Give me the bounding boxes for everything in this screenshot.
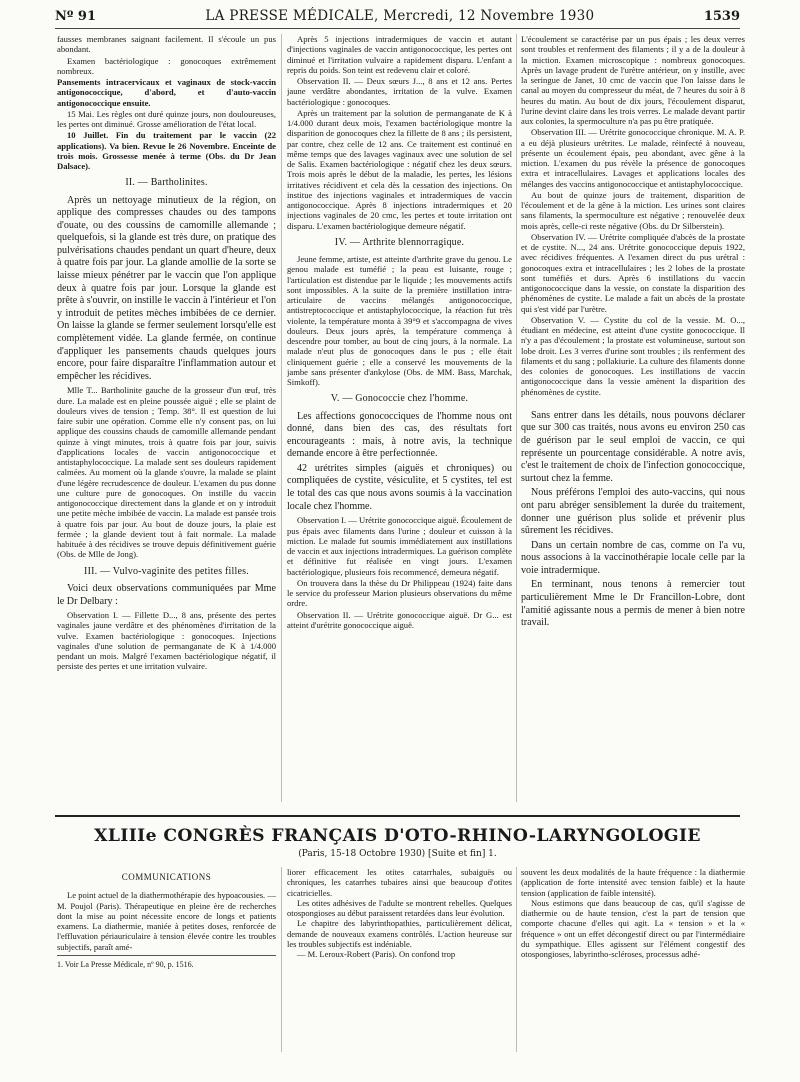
communications-column-1 [57, 872, 276, 952]
paragraph: Le point actuel de la diathermothérapie des hypoacousies. — M. Poujol (Paris). Thérapeutique en pleine ère de recherches dont la mise au point nécessite encore de longs et patients examens. La diathermie, maniée à petites doses, renforcée de l'effluvation périauriculaire à tension élevée contre les troubles subjectifs, paraît amé- [57, 890, 276, 952]
paragraph: Observation IV. — Urétrite compliquée d'abcès de la prostate et de cystite. N..., 24 ans. Urétrite gonococcique depuis 1922, avec récidives fréquentes. A l'examen direct du pus urétral : gonocoques extra et intracellulaires ; les 2 lobes de la prostate sont tuméfiés et durs. Après 6 instillations du vaccin antigonococcique dans la vessie, on constate la disparition des phénomènes de cystite. Le malade a fait un abcès de la prostate qui s'est vidé par l'urètre. [521, 231, 745, 314]
paragraph: Observation I. — Urétrite gonococcique aiguë. Écoulement de pus épais avec filaments dans l'urine ; douleur et cuisson à la miction. Le malade fut soumis immédiatement aux instillations de vaccin et aux injections intradermiques. La guérison complète et définitive fut réalisée en vingt jours. L'examen bactériologique, plusieurs fois recommencé, demeura négatif. [287, 515, 512, 577]
paragraph: On trouvera dans la thèse du Dr Philippeau (1924) faite dans le service du professeur Marion plusieurs observations du même ordre. [287, 577, 512, 609]
spacer [521, 398, 745, 410]
paragraph: Examen bactériologique : gonocoques extrêmement nombreux. [57, 55, 276, 76]
communications-heading: COMMUNICATIONS [121, 872, 212, 882]
congress-title: XLIIIe CONGRÈS FRANÇAIS D'OTO-RHINO-LARYNGOLOGIE [94, 826, 701, 846]
communications-column-3 [521, 867, 745, 1017]
paragraph: liorer efficacement les otites catarrhales, subaiguës ou chroniques, les catarrhes tubaires ainsi que beaucoup d'otites cicatricielles. [287, 867, 512, 898]
paragraph: Pansements intracervicaux et vaginaux de stock-vaccin antigonococcique, d'abord, et d'auto-vaccin antigonococcique ensuite. [57, 77, 276, 108]
congress-banner [55, 815, 740, 857]
paragraph: Les affections gonococciques de l'homme nous ont donné, dans bien des cas, des résultats fort encourageants : mais, à notre avis, la technique demande encore à être perfectionnée. [287, 410, 512, 460]
column-rule [281, 867, 282, 1052]
paragraph: Jeune femme, artiste, est atteinte d'arthrite grave du genou. Le genou malade est tuméfié ; la peau est luisante, rouge ; l'articulation est distendue par le liquide ; les mouvements actifs sont impossibles. A la suite de la première instillation intra-articulaire de vaccins mélangés antigonococcique, antistreptococcique et antistaphylococcique, la réaction fut très violente, la température monta à 39°9 et s'accompagna de vives douleurs. Deux jours après, la température commença à descendre pour tomber, au bout de cinq jours, à la normale. La malade n'eut plus de gonocoques dans le pus ; elle était cliniquement guérie ; elle a conservé les mouvements de la jambe sans présenter d'ankylose (Obs. de MM. Bass, Marchak, Simkoff). [287, 254, 512, 387]
paragraph: Observation III. — Urétrite gonococcique chronique. M. A. P. a eu déjà plusieurs urétrites. Le malade, réinfecté à nouveau, présente un écoulement épais, peu abondant, avec gêne à la miction. L'examen du pus révèle la présence de gonocoques extra et intracellulaires. Lavages et applications locales des mélanges des vaccins antigonococcique et antistaphylococcique. [521, 127, 745, 189]
paragraph: Le chapitre des labyrinthopathies, particulièrement délicat, demande de nouveaux examens contrôlés. L'action heureuse sur les troubles subjectifs est indéniable. [287, 918, 512, 950]
article-column-3 [521, 34, 745, 796]
footnote: 1. Voir La Presse Médicale, nº 90, p. 1516. [57, 955, 276, 969]
paragraph: Observation II. — Deux sœurs J..., 8 ans et 12 ans. Pertes jaune verdâtre abondantes, irritation de la vulve. Examen bactériologique : gonocoques. [287, 76, 512, 107]
paragraph: 10 Juillet. Fin du traitement par le vaccin (22 applications). Va bien. Revue le 26 Novembre. Enceinte de trois mois. Grossesse menée à terme (Obs. du Dr Jean Dalsace). [57, 130, 276, 171]
paragraph: souvent les deux modalités de la haute fréquence : la diathermie (application de forte intensité avec tension faible) et la haute tension (application de faible intensité). [521, 867, 745, 898]
paragraph: 15 Mai. Les règles ont duré quinze jours, non douloureuses, les pertes ont diminué. Grosse amélioration de l'état local. [57, 108, 276, 129]
paragraph: Mlle T... Bartholinite gauche de la grosseur d'un œuf, très dure. La malade est en pleine poussée aiguë ; elle se plaint de douleurs vives de tension ; Temp. 38°. Il est question de lui faire subir une opération. Comme elle n'y consent pas, on lui applique des coussins chauds de camomille allemande pendant quinze à vingt minutes, trois à quatre fois par jour, suivis d'applications locales de vaccin antigonococcique et antistaphylococcique. La malade sent ses douleurs rapidement calmées. Au moment où la glande s'ouvre, la malade se plaint d'une légère recrudescence de douleur. L'examen du pus donne une culture pure de gonocoques. On instille du vaccin antigonococcique directement dans la glande et on y introduit une petite mèche imbibée de vaccin. La malade est pansée trois à quatre fois par jour. Au bout de douze jours, la plaie est fermée ; la glande devient tout à fait normale. La malade habituée à des récidives se trouve depuis définitivement guérie (Obs. de Mlle de Jong). [57, 385, 276, 560]
page-header [55, 8, 740, 29]
paragraph: Après 5 injections intradermiques de vaccin et autant d'injections vaginales de vaccin antigonococcique, les pertes ont diminué et l'irritation vulvaire a rapidement disparu. L'enfant a repris du poids. Son teint est redevenu clair et coloré. [287, 34, 512, 75]
section-heading-vulvo-vaginite: III. — Vulvo-vaginite des petites filles. [84, 565, 249, 577]
paragraph: — M. Leroux-Robert (Paris). On confond trop [297, 949, 456, 960]
section-heading-arthrite: IV. — Arthrite blennorragique. [334, 236, 465, 248]
paragraph: Sans entrer dans les détails, nous pouvons déclarer que sur 300 cas traités, nous avons eu environ 250 cas de guérison par le seul emploi de vaccin, ce qui représente un pourcentage considérable. A notre avis, c'est le traitement de choix de l'infection gonococcique, surtout chez la femme. [521, 409, 745, 484]
issue-number: Nº 91 [55, 9, 96, 24]
column-rule [281, 34, 282, 802]
paragraph: Observation V. — Cystite du col de la vessie. M. O..., étudiant en médecine, est atteint d'une cystite gonococcique. Il n'y a pas d'écoulement ; la prostate est volumineuse, surtout son lobe droit. Les 3 verres d'urine sont troubles ; ils renferment des filaments et du sang ; pollakiurie. La culture des filaments donne des colonies de gonocoques. Les instillations de vaccin antigonococcique dans la vessie amènent la disparition des phénomènes de cystite. [521, 314, 745, 397]
paragraph: Après un traitement par la solution de permanganate de K à 1/4.000 durant deux mois, l'examen bactériologique montre la disparition de gonocoques chez la fillette de 8 ans ; ils persistent, par contre, chez celle de 12 ans. Ce traitement est continué en même temps que des lavages vaginaux avec une solution de sel de Salis. Examen bactériologique : négatif chez les deux sœurs. Trois mois après le début de la maladie, les pertes, les lésions irritatives récidivent et cela dès la cessation des injections. On institue des injections vaginales et intradermiques de vaccin antigonococcique. Après 8 injections intradermiques et 20 injections vaginales de 20 cmc, les pertes et toute irritation ont disparu. L'examen bactériologique demeure négatif. [287, 107, 512, 231]
column-rule [516, 867, 517, 1052]
communications-column-2 [287, 867, 512, 967]
section-heading-gonococcie-homme: V. — Gonococcie chez l'homme. [330, 393, 469, 405]
paragraph: Nous préférons l'emploi des auto-vaccins, qui nous ont paru abréger sensiblement la durée du traitement, donner une guérison plus solide et prévenir plus sûrement les récidives. [521, 487, 745, 537]
masthead-title: LA PRESSE MÉDICALE, Mercredi, 12 Novembre 1930 [205, 8, 595, 24]
column-rule [516, 34, 517, 802]
paragraph: Nous estimons que dans beaucoup de cas, qu'il s'agisse de diathermie ou de haute tension, c'est la part de tension que comporte chacune d'elles qui agit. La « tension » et la « fréquence » ont un effet décongestif direct ou par l'intermédiaire du sympathique. Elles agissent sur l'élément congestif des otospongioses, labyrintho-scléroses, processus adhé- [521, 897, 745, 960]
paragraph: En terminant, nous tenons à remercier tout particulièrement Mme le Dr Francillon-Lobre, dont l'amitié agissante nous a permis de mener à bien notre travail. [521, 579, 745, 629]
paragraph: Voici deux observations communiquées par Mme le Dr Delbary : [57, 582, 276, 607]
paragraph: Au bout de quinze jours de traitement, disparition de l'écoulement et de la gêne à la miction. Les urines sont claires sans filaments, la spermoculture est négative ; renouvelée deux mois après, celle-ci reste négative (Obs. du Dr Silberstein). [521, 189, 745, 231]
paragraph: Après un nettoyage minutieux de la région, on applique des compresses chaudes ou des tampons d'ouate, ou des coussins de camomille allemande ; quelquefois, si la glande est très dure, on pratique des pulvérisations chaudes pendant un quart d'heure, deux à quatre fois par jour. La glande amollie de la sorte se laisse mieux pénétrer par le vaccin que l'on applique deux à quatre fois par jour. Lorsque la glande est prête à s'ouvrir, on instille le vaccin à l'intérieur et l'on y introduit de petites mèches imbibées de ce dernier. On laisse la glande se fermer seulement lorsqu'elle est complètement vidée. La glande fermée, on continue d'appliquer les pansements chauds quelques jours encore, pour faire disparaître l'inflammation autour et empêcher les récidives. [57, 194, 276, 382]
paragraph: L'écoulement se caractérise par un pus épais ; les deux verres sont troubles et renferment des filaments ; il y a de la douleur à la miction. Examen microscopique : nombreux gonocoques. Après un lavage prudent de l'urètre antérieur, on y instille, avec la seringue de Janet, 10 cmc de vaccin que l'on laisse dans le canal au moyen du compresseur du méat, de 7 heures du soir à 8 heures du matin. Au bout de dix jours, l'écoulement disparut, l'urine devint claire dans les trois verres. Le malade devant partir aux colonies, la spermoculture n'a pas pu être pratiquée. [521, 34, 745, 126]
page-number: 1539 [703, 9, 740, 24]
article-column-1 [57, 34, 276, 796]
section-heading-bartholinites: II. — Bartholinites. [125, 177, 208, 189]
congress-subtitle: (Paris, 15-18 Octobre 1930) [Suite et fin] 1. [298, 849, 497, 859]
paragraph: Observation II. — Urétrite gonococcique aiguë. Dr G... est atteint d'urétrite gonococcique aiguë. [287, 609, 512, 630]
paragraph: 42 urétrites simples (aiguës et chroniques) ou compliquées de cystite, vésiculite, et 5 cystites, tel est le total des cas que nous avons soumis à la vaccination locale chez l'homme. [287, 462, 512, 512]
paragraph: Observation I. — Fillette D..., 8 ans, présente des pertes vaginales jaune verdâtre et des phénomènes d'irritation de la vulve. Examen bactériologique : gonocoques. Injections vaginales d'une solution de permanganate de K à 1/4.000 pendant un mois. Malgré l'examen bactériologique négatif, il persiste des pertes et une irritation vulvaire. [57, 610, 276, 672]
paragraph: fausses membranes saignant facilement. Il s'écoule un pus abondant. [57, 34, 276, 55]
paragraph: Les otites adhésives de l'adulte se montrent rebelles. Quelques otospongioses au début paraissent retardées dans leur évolution. [287, 897, 512, 919]
article-column-2 [287, 34, 512, 796]
paragraph: Dans un certain nombre de cas, comme on l'a vu, nous associons à la vaccinothérapie locale celle par la voie intradermique. [521, 539, 745, 576]
